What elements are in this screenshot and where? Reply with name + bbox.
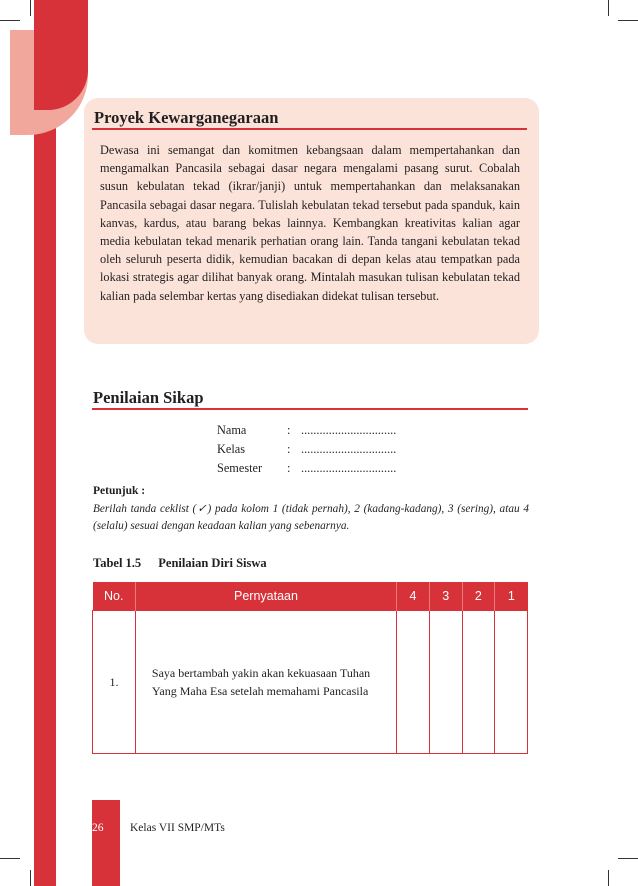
header-score-4: 4 — [397, 582, 430, 611]
crop-mark — [618, 858, 638, 859]
field-blank: ............................... — [301, 442, 397, 456]
header-no: No. — [93, 582, 136, 611]
field-nama — [217, 421, 396, 440]
row-number: 1. — [93, 611, 136, 754]
page-number: 26 — [92, 822, 104, 834]
instructions-label: Petunjuk : — [93, 485, 146, 497]
field-label: Semester — [217, 461, 263, 475]
instructions-text: Berilah tanda ceklist (✓) pada kolom 1 (tidak pernah), 2 (kadang-kadang), 3 (sering), atau 4 (selalu) sesuai dengan keadaan kalian yang sebenarnya. — [93, 503, 529, 532]
table-header-row — [93, 582, 528, 611]
field-colon: : — [287, 442, 291, 456]
footer-book-title: Kelas VII SMP/MTs — [130, 822, 225, 834]
table-caption-number: Tabel 1.5 — [93, 556, 142, 570]
crop-mark — [0, 20, 20, 21]
identity-fields — [217, 421, 396, 478]
field-label: Kelas — [217, 442, 245, 456]
assessment-title: Penilaian Sikap — [93, 388, 204, 407]
project-title-rule — [92, 128, 527, 130]
project-body-text: Dewasa ini semangat dan komitmen kebangsaan dalam mempertahankan dan mengamalkan Pancasila sebagai dasar negara mengalami pasang surut. Cobalah susun kebulatan tekad (ikrar/janji) untuk mempertahankan dan melaksanakan Pancasila sebagai dasar negara. Tulislah kebulatan tekad tersebut pada spanduk, kain kanvas, kardus, atau barang bekas lainnya. Kembangkan kreativitas kalian agar media kebulatan tekad menarik perhatian orang lain. Tanda tangani kebulatan tekad oleh seluruh peserta didik, kemudian bacakan di depan kelas atau tempatkan pada lokasi strategis agar dilihat banyak orang. Mintalah masukan tulisan kebulatan tekad kalian pada selembar kertas yang disediakan didekat tulisan tersebut. — [100, 143, 520, 303]
field-kelas — [217, 440, 396, 459]
table-caption-title: Penilaian Diri Siswa — [158, 556, 267, 570]
score-cell-4[interactable] — [397, 611, 430, 754]
footer-page-tab — [92, 800, 120, 886]
header-score-1: 1 — [495, 582, 528, 611]
header-score-3: 3 — [429, 582, 462, 611]
field-blank: ............................... — [301, 461, 397, 475]
score-cell-1[interactable] — [495, 611, 528, 754]
row-statement: Saya bertambah yakin akan kekuasaan Tuhan Yang Maha Esa setelah memahami Pancasila — [135, 611, 396, 754]
field-colon: : — [287, 423, 291, 437]
crop-mark — [608, 870, 609, 886]
field-label: Nama — [217, 423, 247, 437]
header-pernyataan: Pernyataan — [135, 582, 396, 611]
crop-mark — [0, 858, 20, 859]
assessment-title-rule — [92, 408, 528, 410]
table-caption — [93, 556, 267, 571]
score-cell-3[interactable] — [429, 611, 462, 754]
field-blank: ............................... — [301, 423, 397, 437]
header-score-2: 2 — [462, 582, 495, 611]
field-colon: : — [287, 461, 291, 475]
crop-mark — [30, 870, 31, 886]
self-assessment-table — [92, 582, 528, 754]
crop-mark — [618, 20, 638, 21]
project-title: Proyek Kewarganegaraan — [94, 108, 279, 127]
page-corner-block — [34, 0, 88, 110]
score-cell-2[interactable] — [462, 611, 495, 754]
crop-mark — [608, 0, 609, 16]
crop-mark — [30, 0, 31, 16]
table-row — [93, 611, 528, 754]
field-semester — [217, 459, 396, 478]
